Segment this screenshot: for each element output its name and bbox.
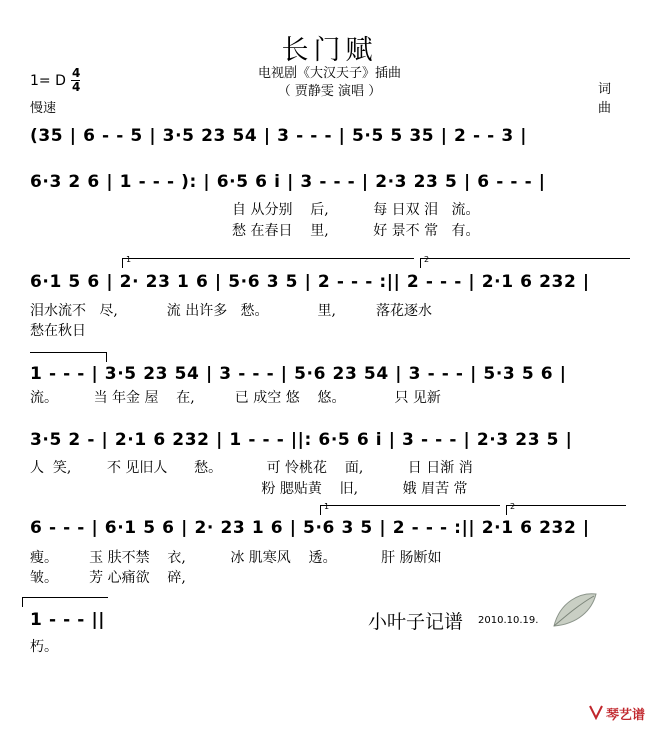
lyric-line-2b: 愁 在春日 里, 好 景不 常 有。 <box>232 223 480 239</box>
score-line-2: 6·3 2 6 | 1 - - - ): | 6·5 6 i | 3 - - - | 2·3 23 5 | 6 - - - | <box>30 172 546 192</box>
time-signature-bottom: 4 <box>72 80 81 94</box>
continuation-bracket <box>30 352 106 353</box>
volta-1b-hook <box>320 505 321 515</box>
score-line-7: 1 - - - || <box>30 610 106 630</box>
volta-1-label: 1 <box>126 255 132 264</box>
lyric-line-5a: 人 笑, 不 见旧人 愁。 可 怜桃花 面, 日 日渐 消 <box>30 460 473 476</box>
time-signature-top: 4 <box>72 66 81 80</box>
volta-1b-bracket <box>320 505 500 506</box>
score-line-5: 3·5 2 - | 2·1 6 232 | 1 - - - ||: 6·5 6 i | 3 - - - | 2·3 23 5 | <box>30 430 573 450</box>
score-line-6: 6 - - - | 6·1 5 6 | 2· 23 1 6 | 5·6 3 5 | 2 - - - :|| 2·1 6 232 | <box>30 518 590 538</box>
lyric-line-4: 流。 当 年金 屋 在, 已 成空 悠 悠。 只 见新 <box>30 390 441 406</box>
score-line-4: 1 - - - | 3·5 23 54 | 3 - - - | 5·6 23 54 | 3 - - - | 5·3 5 6 | <box>30 364 567 384</box>
lyric-line-3b: 愁在秋日 <box>30 323 86 339</box>
volta-2b-label: 2 <box>510 502 516 511</box>
volta-2b-bracket <box>506 505 626 506</box>
volta-2-label: 2 <box>424 255 430 264</box>
lyric-line-6b: 皱。 芳 心痛欲 碎, <box>30 570 186 586</box>
watermark-text: 琴艺谱 <box>606 708 646 723</box>
score-line-3: 6·1 5 6 | 2· 23 1 6 | 5·6 3 5 | 2 - - - :|| 2 - - - | 2·1 6 232 | <box>30 272 590 292</box>
key-signature: 1= D <box>30 73 66 89</box>
lyric-line-2a: 自 从分别 后, 每 日双 泪 流。 <box>232 202 480 218</box>
volta-1-hook <box>122 258 123 268</box>
volta-2-hook <box>420 258 421 268</box>
volta-1b-label: 1 <box>324 502 330 511</box>
lyric-line-5b: 粉 腮贴黄 旧, 娥 眉苦 常 <box>30 481 468 497</box>
volta-1-bracket <box>122 258 414 259</box>
lyric-line-6a: 瘦。 玉 肤不禁 衣, 冰 肌寒风 透。 肝 肠断如 <box>30 550 442 566</box>
tempo-marking: 慢速 <box>30 101 57 116</box>
song-title: 长门赋 <box>281 35 378 66</box>
transcription-date: 2010.10.19. <box>478 615 539 626</box>
song-subtitle: 电视剧《大汉天子》插曲 <box>257 66 401 81</box>
volta-2b-hook <box>506 505 507 515</box>
composer-label: 曲 <box>598 101 612 116</box>
transcriber-signature: 小叶子记谱 <box>368 611 464 633</box>
lyric-line-7: 朽。 <box>30 639 58 655</box>
final-hook <box>22 597 23 607</box>
continuation-hook <box>106 352 107 362</box>
score-line-1: (35 | 6 - - 5 | 3·5 23 54 | 3 - - - | 5·5 5 35 | 2 - - 3 | <box>30 126 528 146</box>
qinyipu-logo-icon <box>588 704 604 720</box>
song-performer: （ 贾静雯 演唱 ） <box>277 84 382 99</box>
volta-2-bracket <box>420 258 630 259</box>
final-bracket <box>22 597 108 598</box>
lyricist-label: 词 <box>598 82 612 97</box>
lyric-line-3a: 泪水流不 尽, 流 出许多 愁。 里, 落花逐水 <box>30 303 433 319</box>
leaf-icon <box>548 588 600 632</box>
